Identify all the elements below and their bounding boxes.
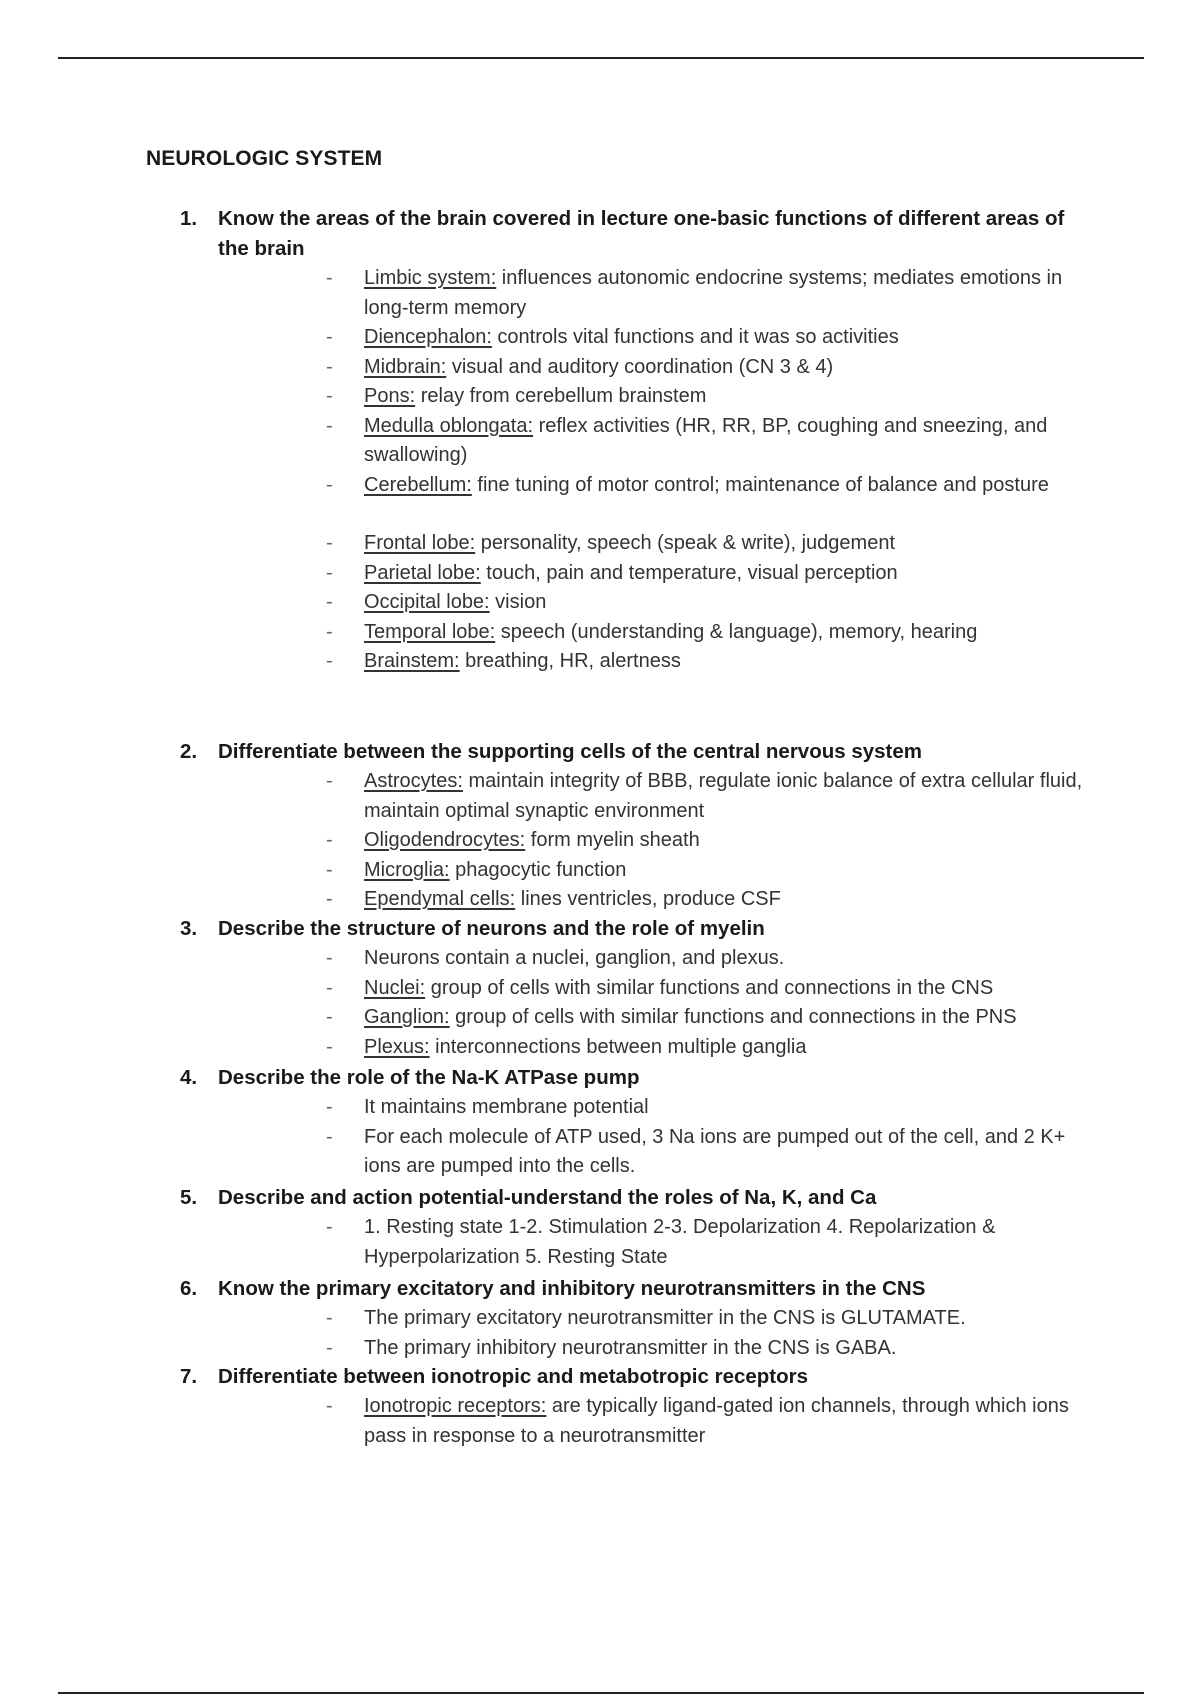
section-number: 4. — [180, 1066, 198, 1089]
bullet-list — [180, 1304, 1100, 1363]
section-heading — [180, 1362, 1100, 1392]
bullet-list — [180, 767, 1100, 915]
item-text: fine tuning of motor control; maintenance of balance and posture — [471, 473, 1049, 496]
dash-bullet-icon: - — [326, 473, 333, 496]
item-text: The primary inhibitory neurotransmitter in the CNS is GABA. — [364, 1336, 897, 1359]
section-heading — [180, 1274, 1100, 1304]
section-number: 5. — [180, 1186, 198, 1209]
dash-bullet-icon: - — [326, 1006, 333, 1028]
item-text: reflex activities (HR, RR, BP, coughing and sneezing, and swallowing) — [364, 414, 1048, 466]
dash-bullet-icon: - — [326, 1125, 333, 1148]
dash-bullet-icon: - — [326, 355, 333, 378]
dash-bullet-icon: - — [326, 1336, 333, 1359]
item-text: controls vital functions and it was so activities — [491, 326, 899, 348]
item-term: Oligodendrocytes: — [364, 829, 526, 851]
section-number: 6. — [180, 1277, 198, 1300]
item-term: Medulla oblongata: — [364, 414, 534, 437]
dash-bullet-icon: - — [326, 326, 333, 348]
section-number: 1. — [180, 207, 198, 230]
item-text: influences autonomic endocrine systems; mediates emotions in long-term memory — [364, 267, 1063, 319]
dash-bullet-icon: - — [326, 532, 333, 554]
item-text: interconnections between multiple ganglia — [429, 1035, 807, 1058]
section-heading-text: Differentiate between ionotropic and metabotropic receptors — [218, 1365, 809, 1388]
dash-bullet-icon: - — [326, 267, 333, 289]
dash-bullet-icon: - — [326, 947, 333, 969]
section-heading-text: Know the areas of the brain covered in lecture one-basic functions of different areas of the brain — [218, 207, 1065, 260]
dash-bullet-icon: - — [326, 385, 333, 407]
item-text: maintain integrity of BBB, regulate ionic balance of extra cellular fluid, maintain optimal synaptic environment — [364, 770, 1083, 822]
bullet-list — [180, 944, 1100, 1062]
list-item — [180, 974, 1100, 1004]
dash-bullet-icon: - — [326, 591, 333, 613]
item-term: Ependymal cells: — [364, 888, 516, 910]
list-item — [180, 826, 1100, 856]
item-term: Pons: — [364, 385, 416, 407]
dash-bullet-icon: - — [326, 650, 333, 672]
list-item — [180, 353, 1100, 383]
list-item — [180, 944, 1100, 974]
item-text: speech (understanding & language), memory, hearing — [495, 620, 978, 643]
section-heading-text: Know the primary excitatory and inhibitory neurotransmitters in the CNS — [218, 1277, 926, 1300]
list-item — [180, 559, 1100, 589]
dash-bullet-icon: - — [326, 620, 333, 643]
dash-bullet-icon: - — [326, 888, 333, 910]
item-term: Parietal lobe: — [364, 561, 481, 584]
section-heading — [180, 1063, 1100, 1093]
section-1 — [180, 204, 1100, 677]
dash-bullet-icon: - — [326, 561, 333, 584]
item-text: It maintains membrane potential — [364, 1096, 649, 1118]
section-heading — [180, 1183, 1100, 1213]
item-term: Temporal lobe: — [364, 620, 496, 643]
bullet-list — [180, 1093, 1100, 1182]
dash-bullet-icon: - — [326, 858, 333, 881]
header-rule — [58, 57, 1144, 59]
list-item — [180, 1304, 1100, 1334]
item-term: Limbic system: — [364, 267, 497, 289]
item-term: Plexus: — [364, 1035, 430, 1058]
item-text: visual and auditory coordination (CN 3 & 4) — [446, 355, 834, 378]
list-item — [180, 856, 1100, 886]
item-text: The primary excitatory neurotransmitter in the CNS is GLUTAMATE. — [364, 1307, 966, 1329]
item-text: are typically ligand-gated ion channels, through which ions pass in response to a neurotransmitter — [364, 1395, 1069, 1447]
item-text: vision — [489, 591, 547, 613]
dash-bullet-icon: - — [326, 1216, 333, 1238]
dash-bullet-icon: - — [326, 770, 333, 792]
section-heading-text: Differentiate between the supporting cells of the central nervous system — [218, 740, 922, 763]
item-text: phagocytic function — [449, 858, 627, 881]
section-number: 7. — [180, 1365, 198, 1388]
list-item — [180, 412, 1100, 471]
item-term: Cerebellum: — [364, 473, 472, 496]
dash-bullet-icon: - — [326, 414, 333, 437]
item-text: touch, pain and temperature, visual perception — [480, 561, 898, 584]
section-heading — [180, 204, 1100, 264]
item-text: personality, speech (speak & write), judgement — [475, 532, 896, 554]
bullet-list — [180, 1392, 1100, 1451]
item-text: form myelin sheath — [525, 829, 700, 851]
item-text: group of cells with similar functions and connections in the CNS — [425, 976, 994, 999]
section-7 — [180, 1362, 1100, 1451]
item-text: group of cells with similar functions and connections in the PNS — [449, 1006, 1017, 1028]
item-term: Ganglion: — [364, 1006, 450, 1028]
list-spacer — [180, 500, 1100, 529]
section-6 — [180, 1274, 1100, 1363]
bullet-list — [180, 264, 1100, 677]
list-item — [180, 767, 1100, 826]
list-item — [180, 647, 1100, 677]
item-term: Ionotropic receptors: — [364, 1395, 547, 1417]
list-item — [180, 382, 1100, 412]
section-heading — [180, 914, 1100, 944]
section-number: 2. — [180, 740, 198, 763]
item-text: breathing, HR, alertness — [459, 650, 681, 672]
list-item — [180, 1213, 1100, 1272]
item-term: Frontal lobe: — [364, 532, 476, 554]
section-heading-text: Describe the structure of neurons and the role of myelin — [218, 917, 765, 940]
item-text: Neurons contain a nuclei, ganglion, and plexus. — [364, 947, 785, 969]
item-term: Nuclei: — [364, 976, 426, 999]
item-term: Diencephalon: — [364, 326, 492, 348]
section-4 — [180, 1063, 1100, 1182]
list-item — [180, 323, 1100, 353]
dash-bullet-icon: - — [326, 1035, 333, 1058]
list-item — [180, 1093, 1100, 1123]
list-item — [180, 1003, 1100, 1033]
section-heading-text: Describe the role of the Na-K ATPase pump — [218, 1066, 640, 1089]
bullet-list — [180, 1213, 1100, 1272]
section-2 — [180, 737, 1100, 915]
section-5 — [180, 1183, 1100, 1272]
item-term: Brainstem: — [364, 650, 460, 672]
section-3 — [180, 914, 1100, 1062]
item-text: relay from cerebellum brainstem — [415, 385, 707, 407]
section-heading-text: Describe and action potential-understand the roles of Na, K, and Ca — [218, 1186, 877, 1209]
item-term: Occipital lobe: — [364, 591, 490, 613]
dash-bullet-icon: - — [326, 1307, 333, 1329]
dash-bullet-icon: - — [326, 1096, 333, 1118]
list-item — [180, 1033, 1100, 1063]
dash-bullet-icon: - — [326, 1395, 333, 1417]
dash-bullet-icon: - — [326, 829, 333, 851]
footer-rule — [58, 1692, 1144, 1694]
list-item — [180, 588, 1100, 618]
section-number: 3. — [180, 917, 198, 940]
list-item — [180, 471, 1100, 501]
list-item — [180, 885, 1100, 915]
item-term: Microglia: — [364, 858, 450, 881]
item-term: Midbrain: — [364, 355, 447, 378]
list-item — [180, 618, 1100, 648]
list-item — [180, 1392, 1100, 1451]
document-title: NEUROLOGIC SYSTEM — [146, 147, 383, 170]
dash-bullet-icon: - — [326, 976, 333, 999]
item-term: Astrocytes: — [364, 770, 463, 792]
item-text: For each molecule of ATP used, 3 Na ions are pumped out of the cell, and 2 K+ ions are pumped into the cells. — [364, 1125, 1066, 1177]
list-item — [180, 1334, 1100, 1364]
section-heading — [180, 737, 1100, 767]
item-text: lines ventricles, produce CSF — [515, 888, 781, 910]
item-text: 1. Resting state 1-2. Stimulation 2-3. Depolarization 4. Repolarization & Hyperpolarization 5. Resting State — [364, 1216, 996, 1268]
list-item — [180, 264, 1100, 323]
list-item — [180, 1123, 1100, 1182]
list-item — [180, 529, 1100, 559]
